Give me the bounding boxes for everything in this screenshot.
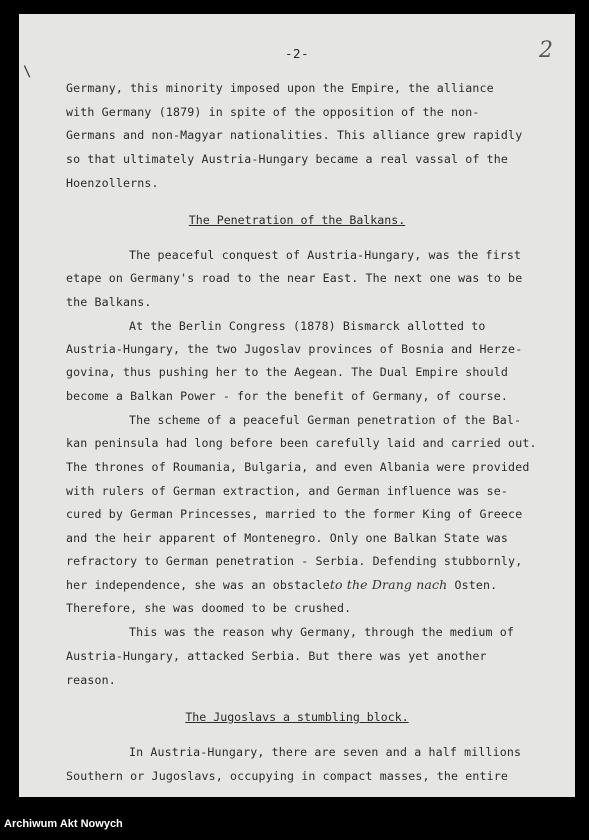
text-line: The thrones of Roumania, Bulgaria, and even Albania were provided — [66, 460, 530, 474]
text-line: Austria-Hungary, attacked Serbia. But there was yet another — [66, 649, 487, 663]
typed-text: her independence, she was an obstacle — [66, 578, 330, 592]
text-line: Germans and non-Magyar nationalities. This alliance grew rapidly — [66, 128, 523, 142]
text-line: the Balkans. — [66, 295, 152, 309]
text-line: At the Berlin Congress (1878) Bismarck allotted to — [129, 319, 486, 333]
text-line: Austria-Hungary, the two Jugoslav provinces of Bosnia and Herze- — [66, 342, 523, 356]
text-line: Germany, this minority imposed upon the Empire, the alliance — [66, 81, 494, 95]
text-line: Hoenzollerns. — [66, 176, 159, 190]
text-line: and the heir apparent of Montenegro. Only one Balkan State was — [66, 531, 509, 545]
document-page — [19, 14, 575, 797]
text-line: reason. — [66, 673, 116, 687]
text-line: The peaceful conquest of Austria-Hungary, was the first — [129, 248, 522, 262]
text-line: The scheme of a peaceful German penetration of the Bal- — [129, 413, 522, 427]
text-line: so that ultimately Austria-Hungary became a real vassal of the — [66, 152, 509, 166]
handwritten-insertion: to the Drang nach — [329, 577, 448, 592]
text-line: with rulers of German extraction, and German influence was se- — [66, 484, 509, 498]
archive-name: Archiwum Akt Nowych — [4, 818, 123, 830]
text-line-with-handwriting — [66, 578, 536, 592]
text-line: kan peninsula had long before been carefully laid and carried out. — [66, 436, 537, 450]
text-line: etape on Germany's road to the near East. The next one was to be — [66, 271, 523, 285]
text-line: Southern or Jugoslavs, occupying in compact masses, the entire — [66, 769, 509, 783]
text-line: govina, thus pushing her to the Aegean. The Dual Empire should — [66, 365, 509, 379]
archive-footer — [0, 814, 589, 840]
section-heading: The Penetration of the Balkans. — [188, 213, 406, 227]
text-line: Therefore, she was doomed to be crushed. — [66, 601, 352, 615]
text-line: with Germany (1879) in spite of the opposition of the non- — [66, 105, 480, 119]
text-line: cured by German Princesses, married to the former King of Greece — [66, 507, 523, 521]
text-line: refractory to German penetration - Serbia. Defending stubbornly, — [66, 554, 523, 568]
margin-mark: \ — [23, 64, 32, 80]
text-line: This was the reason why Germany, through the medium of — [129, 625, 515, 639]
page-number: -2- — [284, 46, 310, 61]
section-heading: The Jugoslavs a stumbling block. — [185, 710, 409, 724]
text-line: become a Balkan Power - for the benefit of Germany, of course. — [66, 389, 509, 403]
text-line: In Austria-Hungary, there are seven and a half millions — [129, 745, 522, 759]
typed-text: Osten. — [447, 578, 498, 592]
handwritten-page-number: 2 — [539, 38, 553, 63]
